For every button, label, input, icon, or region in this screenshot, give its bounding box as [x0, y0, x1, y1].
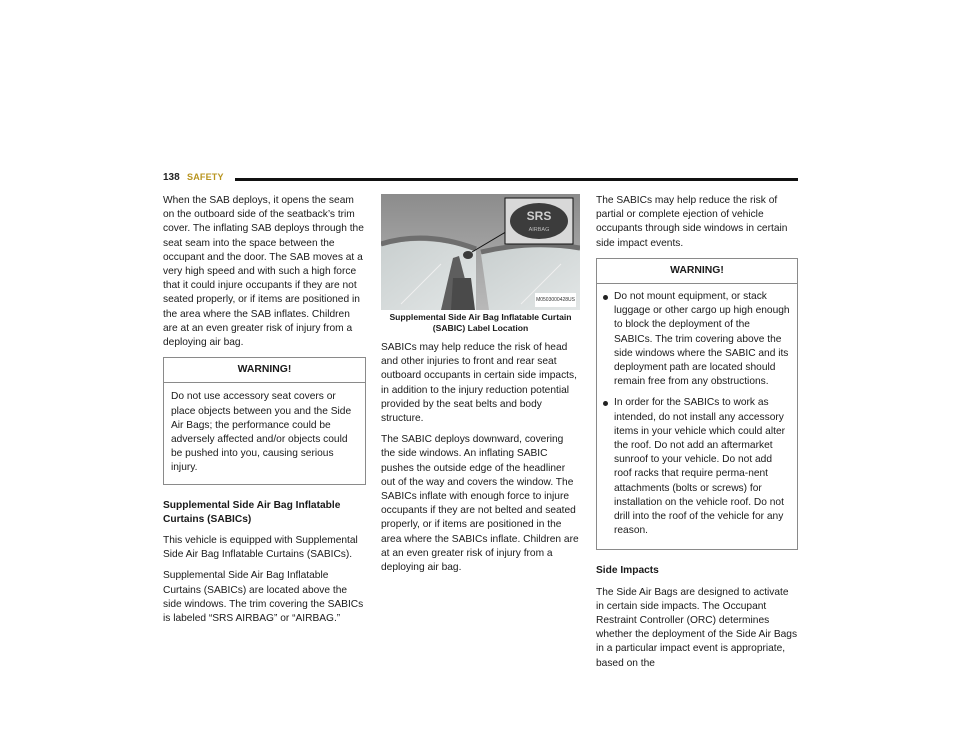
sabic-deploy-paragraph: The SABIC deploys downward, covering the side windows. An inflating SABIC pushes the outside edge of the headliner out of the way and covers the window. The SABICs inflate with enough force to injure occupants if they are not belted and seated properly, or if items are positioned in the area where the SABICs inflate. Children are at an even greater risk of injury from a deploying air bag.: [381, 434, 579, 574]
warning-bullet: Do not mount equipment, or stack luggage or other cargo up high enough to block the deployment of the SABICs. The trim covering above the side windows where the SABIC and its deployment path are located should remain free from any obstructions.: [603, 290, 791, 389]
warning-bullet: In order for the SABICs to work as intended, do not install any accessory items in your vehicle which could alter the roof. Do not add an aftermarket sunroof to your vehicle. Do not add roof racks that require perma-nent attachments (bolts or screws) for installation on the vehicle roof. Do not drill into the roof of the vehicle for any reason.: [603, 396, 791, 538]
sab-deploy-paragraph: When the SAB deploys, it opens the seam on the outboard side of the seatback’s trim cover. The inflating SAB deploys through the seat seam into the space between the occupant and the door. The SAB moves at a very high speed and with such a high force that it could injure occupants if they are not seated properly, or if items are positioned in the area where the SAB inflates. Children are at an even greater risk of injury from a deploying air bag.: [163, 195, 364, 349]
column-left: [163, 194, 366, 633]
warning-box-sabic: [596, 258, 798, 551]
column-right: [596, 194, 798, 678]
sabic-equipped-paragraph: This vehicle is equipped with Supplemental Side Air Bag Inflatable Curtains (SABICs).: [163, 535, 358, 561]
header-rule: [235, 178, 798, 181]
warning-text: Do not use accessory seat covers or place objects between you and the Side Air Bags; the performance could be adversely affected and/or objects could be pushed into you, causing serious injury.: [171, 391, 352, 474]
warning-box-seat-covers: [163, 357, 366, 484]
figure-code: M0503000428US: [535, 293, 576, 307]
sabic-label-figure: [381, 194, 580, 310]
warning-title: WARNING!: [597, 259, 797, 284]
warning-title: WARNING!: [164, 358, 365, 383]
ejection-paragraph: The SABICs may help reduce the risk of partial or complete ejection of vehicle occupants through side windows in certain side impact events.: [596, 195, 788, 249]
column-middle: [381, 194, 580, 582]
airbag-label-text: AIRBAG: [528, 227, 550, 233]
page-number: 138: [163, 172, 180, 183]
sabic-benefit-paragraph: SABICs may help reduce the risk of head and other injuries to front and rear seat outboard occupants in certain side impacts, in addition to the injury reduction potential provided by the seat belts and body structure.: [381, 342, 577, 425]
section-title: SAFETY: [187, 172, 224, 182]
srs-label-text: SRS: [526, 209, 552, 223]
warning-bullet-list: [597, 284, 797, 549]
sabic-heading: Supplemental Side Air Bag Inflatable Curtains (SABICs): [163, 499, 341, 525]
side-impacts-paragraph: The Side Air Bags are designed to activate in certain side impacts. The Occupant Restraint Controller (ORC) determines whether the deployment of the Side Air Bags in a particular impact event is appropriate, based on the: [596, 586, 798, 669]
page-header: [163, 172, 798, 186]
sabic-location-paragraph: Supplemental Side Air Bag Inflatable Curtains (SABICs) are located above the side windows. The trim covering the SABICs is labeled “SRS AIRBAG” or “AIRBAG.”: [163, 570, 364, 625]
figure-caption: Supplemental Side Air Bag Inflatable Curtain (SABIC) Label Location: [389, 312, 572, 333]
side-impacts-heading: Side Impacts: [596, 565, 659, 577]
